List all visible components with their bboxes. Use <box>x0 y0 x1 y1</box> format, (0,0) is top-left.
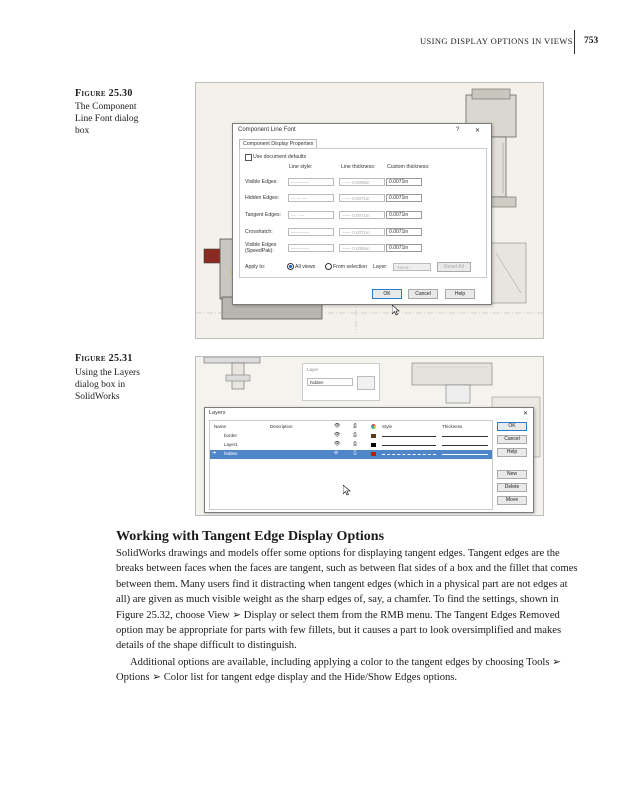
help-button[interactable]: Help <box>445 289 475 299</box>
visibility-icon[interactable]: 👁 <box>334 441 341 447</box>
color-icon <box>371 424 376 429</box>
all-views-label: All views <box>295 264 316 270</box>
line-style-select[interactable]: — · — · <box>288 211 334 219</box>
line-style-sample[interactable] <box>382 445 436 446</box>
component-line-font-dialog <box>232 123 492 305</box>
table-row[interactable] <box>210 441 492 450</box>
visibility-icon[interactable]: 👁 <box>334 432 341 438</box>
move-button[interactable]: Move <box>497 496 527 505</box>
section-heading: Working with Tangent Edge Display Options <box>116 529 385 544</box>
cancel-button[interactable]: Cancel <box>408 289 438 299</box>
page-number: 753 <box>584 36 599 46</box>
ok-button[interactable]: OK <box>372 289 402 299</box>
layers-dialog <box>204 407 534 513</box>
layer-name: hidden <box>224 451 238 456</box>
visibility-icon[interactable]: 👁 <box>334 423 341 429</box>
layer-label: Layer: <box>373 264 388 270</box>
row-label-visible-edges-speedpak: Visible Edges (SpeedPak): <box>245 242 277 254</box>
table-row-selected[interactable] <box>210 450 492 459</box>
line-style-select[interactable]: ———— <box>288 228 334 236</box>
body-paragraph: Additional options are available, including applying a color to the tangent edges by choosing Tools ➢ Options ➢ Color list for tangent edge display and the Hide/Show Edges options. <box>116 657 562 684</box>
line-style-select[interactable]: ———— <box>288 244 334 252</box>
header-divider <box>574 30 575 54</box>
column-name: Name <box>214 424 227 429</box>
dialog-title: Layers <box>209 410 226 416</box>
all-views-radio[interactable] <box>287 263 294 270</box>
line-style-select[interactable]: ———— <box>288 178 334 186</box>
figure2-label: Figure 25.31 <box>75 353 133 364</box>
cancel-button[interactable]: Cancel <box>497 435 527 444</box>
delete-button[interactable]: Delete <box>497 483 527 492</box>
figure2-screenshot <box>195 356 544 516</box>
line-thickness-sample[interactable] <box>442 445 488 446</box>
from-selection-label: From selection <box>333 264 368 270</box>
layer-name: border <box>224 433 238 438</box>
column-line-style: Line style: <box>289 164 313 170</box>
column-custom-thickness: Custom thickness: <box>387 164 430 170</box>
from-selection-radio[interactable] <box>325 263 332 270</box>
close-icon[interactable]: ✕ <box>523 411 529 417</box>
line-style-sample[interactable] <box>382 454 436 455</box>
layers-table <box>209 420 493 510</box>
line-thickness-select[interactable]: —— 0.0071in <box>339 194 385 202</box>
line-style-select[interactable]: — — — <box>288 194 334 202</box>
mouse-cursor-icon <box>392 305 400 316</box>
figure1-caption: The Component Line Font dialog box <box>75 102 139 136</box>
figure1-label: Figure 25.30 <box>75 88 133 99</box>
ok-button[interactable]: OK <box>497 422 527 431</box>
reset-all-button[interactable]: Reset All <box>437 262 471 272</box>
custom-thickness-input[interactable]: 0.0071in <box>386 244 422 252</box>
custom-thickness-input[interactable]: 0.0071in <box>386 178 422 186</box>
use-defaults-label: Use document defaults <box>253 154 307 160</box>
custom-thickness-input[interactable]: 0.0071in <box>386 194 422 202</box>
column-style: Style <box>382 424 393 429</box>
line-thickness-sample[interactable] <box>442 436 488 437</box>
line-thickness-sample[interactable] <box>442 454 488 455</box>
line-thickness-select[interactable]: —— 0.0071in <box>339 228 385 236</box>
layer-select[interactable]: -None- <box>393 263 431 271</box>
line-style-sample[interactable] <box>382 436 436 437</box>
new-button[interactable]: New <box>497 470 527 479</box>
body-paragraph: SolidWorks drawings and models offer some options for displaying tangent edges. Tangent edges are the breaks between faces when the faces are tangent, such as between flat sides of a box and the fillet that comes between them. Many users find it distracting when tangent edges (which in a physical part are not edges at all) are given as much visible weight as the sharp edges of, say, a chamfer. To find the settings, shown in Figure 25.32, choose View ➢ Display or select them from the RMB menu. The Tangent Edges Removed option may be appropriate for parts with few fillets, but it causes a part to look oversimplified and makes details of the shape difficult to distinguish. <box>116 548 578 652</box>
tab-component-display-properties[interactable]: Component Display Properties <box>239 139 317 148</box>
row-label-tangent-edges: Tangent Edges: <box>245 212 282 218</box>
line-thickness-select[interactable]: —— 0.0085in <box>339 178 385 186</box>
print-icon[interactable]: ⎙ <box>353 423 358 429</box>
mouse-cursor-icon <box>343 485 351 496</box>
close-icon[interactable]: ✕ <box>475 128 481 134</box>
help-button[interactable]: Help <box>497 448 527 457</box>
apply-to-label: Apply to: <box>245 264 266 270</box>
column-line-thickness: Line thickness: <box>341 164 376 170</box>
row-label-hidden-edges: Hidden Edges: <box>245 195 280 201</box>
help-icon[interactable]: ? <box>456 127 460 133</box>
visibility-hidden-icon[interactable]: ⊘ <box>334 450 339 456</box>
print-icon[interactable]: ⎙ <box>353 450 358 456</box>
print-icon[interactable]: ⎙ <box>353 432 358 438</box>
table-row[interactable] <box>210 432 492 441</box>
figure2-caption: Using the Layers dialog box in SolidWorks <box>75 368 140 402</box>
layer-color-swatch[interactable] <box>371 443 376 447</box>
layer-select[interactable]: hidden <box>307 378 353 386</box>
layer-property-panel <box>302 363 380 401</box>
dialog-title: Component Line Font <box>238 127 296 133</box>
line-thickness-select[interactable]: —— 0.0085in <box>339 244 385 252</box>
layer-stack-icon[interactable] <box>357 376 375 390</box>
line-thickness-select[interactable]: —— 0.0071in <box>339 211 385 219</box>
layer-box-label: Layer <box>307 367 319 372</box>
custom-thickness-input[interactable]: 0.0071in <box>386 211 422 219</box>
running-header-title: USING DISPLAY OPTIONS IN VIEWS <box>420 36 573 46</box>
column-description: Description <box>270 424 293 429</box>
use-defaults-checkbox[interactable] <box>245 154 252 161</box>
column-thickness: Thickness <box>442 424 463 429</box>
layer-color-swatch[interactable] <box>371 452 376 456</box>
row-label-visible-edges: Visible Edges: <box>245 179 278 185</box>
row-label-crosshatch: Crosshatch: <box>245 229 273 235</box>
layer-name: Layer1 <box>224 442 238 447</box>
figure1-screenshot <box>195 82 544 339</box>
print-icon[interactable]: ⎙ <box>353 441 358 447</box>
layer-color-swatch[interactable] <box>371 434 376 438</box>
current-layer-arrow-icon: ➔ <box>212 450 217 456</box>
custom-thickness-input[interactable]: 0.0071in <box>386 228 422 236</box>
